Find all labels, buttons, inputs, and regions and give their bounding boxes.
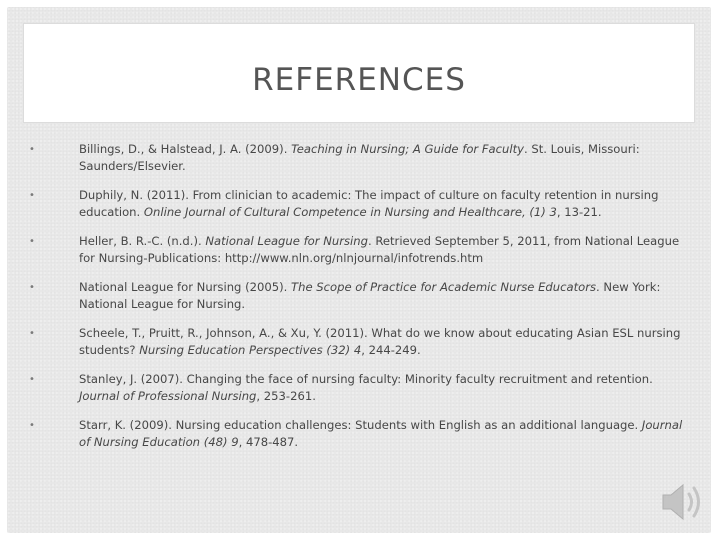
bullet-icon: • — [29, 420, 35, 431]
bullet-icon: • — [29, 236, 35, 247]
reference-text: . St. Louis, Missouri: Saunders/Elsevier. — [79, 142, 640, 173]
reference-text: Billings, D., & Halstead, J. A. (2009). — [79, 142, 292, 156]
reference-text: Stanley, J. (2007). Changing the face of nursing faculty: Minority faculty recruitment and retention. — [79, 372, 653, 386]
reference-text: National League for Nursing (2005). — [79, 280, 292, 294]
slide-title: REFERENCES — [252, 62, 466, 98]
reference-item — [29, 325, 689, 359]
reference-source-title: National League for Nursing — [205, 234, 368, 248]
reference-item — [29, 233, 689, 267]
reference-item — [29, 279, 689, 313]
speaker-icon[interactable] — [659, 477, 707, 527]
bullet-icon: • — [29, 190, 35, 201]
reference-item — [29, 141, 689, 175]
reference-text: Duphily, N. (2011). From clinician to academic: The impact of culture on faculty retention in nursing education. — [79, 188, 659, 219]
reference-text: , 253-261. — [256, 389, 316, 403]
bullet-icon: • — [29, 282, 35, 293]
slide — [7, 7, 711, 533]
reference-list — [29, 141, 689, 463]
reference-text: Starr, K. (2009). Nursing education challenges: Students with English as an additional language. — [79, 418, 642, 432]
bullet-icon: • — [29, 144, 35, 155]
bullet-icon: • — [29, 328, 35, 339]
reference-text: . New York: National League for Nursing. — [79, 280, 661, 311]
reference-text: , 13-21. — [556, 205, 602, 219]
reference-text: , 478-487. — [238, 435, 299, 449]
reference-item — [29, 187, 689, 221]
reference-source-title: Online Journal of Cultural Competence in Nursing and Healthcare, (1) 3 — [143, 205, 557, 219]
reference-item — [29, 371, 689, 405]
reference-source-title: The Scope of Practice for Academic Nurse Educators — [291, 280, 597, 294]
reference-source-title: Teaching in Nursing; A Guide for Faculty — [291, 142, 524, 156]
bullet-icon: • — [29, 374, 35, 385]
reference-source-title: Journal of Nursing Education (48) 9 — [79, 418, 683, 449]
reference-text: , 244-249. — [361, 343, 421, 357]
reference-source-title: Journal of Professional Nursing — [79, 389, 257, 403]
title-box — [23, 23, 695, 123]
reference-text: Scheele, T., Pruitt, R., Johnson, A., & Xu, Y. (2011). What do we know about educating Asian ESL nursing students? — [79, 326, 681, 357]
reference-text: Heller, B. R.-C. (n.d.). — [79, 234, 206, 248]
reference-text: . Retrieved September 5, 2011, from National League for Nursing-Publications: http://www.nln.org/nlnjournal/infotrends.htm — [79, 234, 680, 265]
reference-source-title: Nursing Education Perspectives (32) 4 — [139, 343, 362, 357]
reference-item — [29, 417, 689, 451]
